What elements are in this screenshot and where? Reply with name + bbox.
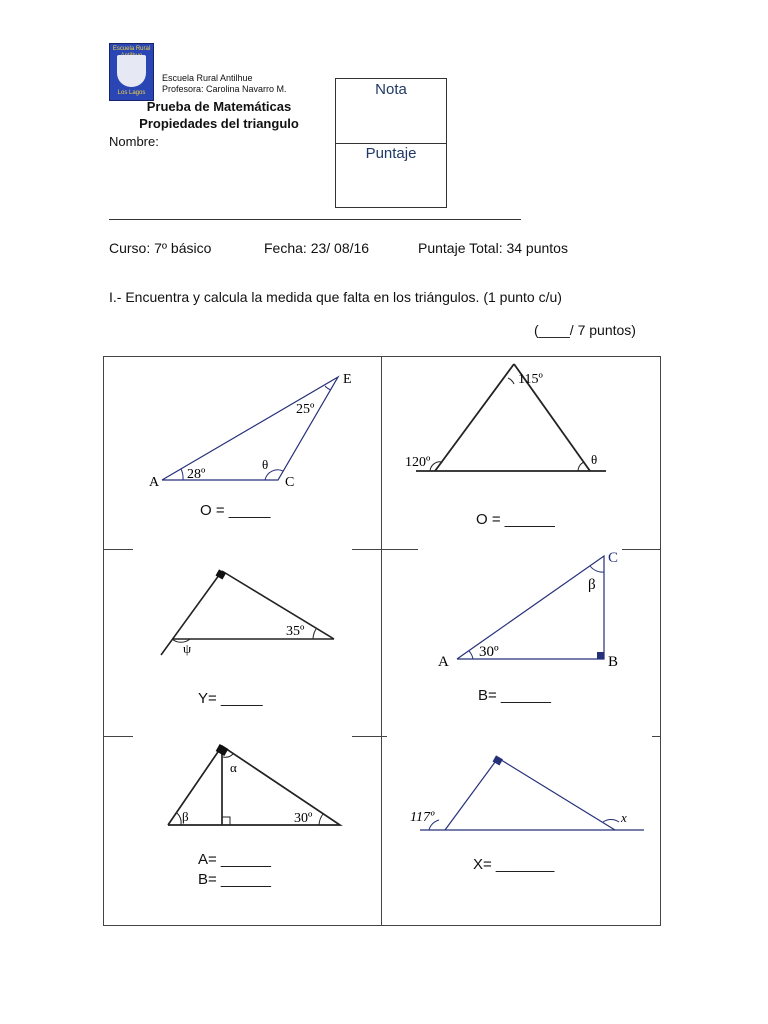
triangle-figure-1 bbox=[145, 368, 365, 493]
angle-label-35: 35º bbox=[286, 624, 305, 639]
school-name: Escuela Rural Antilhue bbox=[162, 73, 253, 83]
school-info bbox=[162, 73, 287, 95]
fecha-label: Fecha: 23/ 08/16 bbox=[264, 240, 370, 256]
angle-arc bbox=[313, 629, 316, 639]
angle-label-117: 117º bbox=[410, 810, 435, 825]
logo-top-text: Escuela Rural bbox=[112, 46, 151, 52]
theta-label: θ bbox=[591, 452, 598, 467]
triangle-6-side bbox=[445, 758, 498, 830]
page-title bbox=[110, 98, 328, 132]
row-divider bbox=[652, 736, 660, 737]
angle-arc bbox=[603, 819, 619, 822]
angle-label-115: 115º bbox=[518, 372, 543, 387]
school-crest-icon bbox=[109, 43, 154, 101]
angle-arc bbox=[177, 813, 181, 825]
triangle-figure-5 bbox=[163, 740, 348, 832]
triangle-figure-3 bbox=[150, 563, 345, 663]
name-label: Nombre: bbox=[109, 134, 159, 149]
psi-label: ψ bbox=[183, 641, 192, 656]
logo-shield bbox=[117, 55, 146, 87]
right-angle-mark bbox=[597, 652, 604, 659]
beta-label: β bbox=[182, 809, 189, 824]
instruction-text: I.- Encuentra y calcula la medida que falta en los triángulos. (1 punto c/u) bbox=[109, 289, 562, 305]
triangle-5-shape bbox=[168, 746, 340, 825]
row-divider bbox=[103, 549, 133, 550]
alpha-label: α bbox=[230, 760, 237, 775]
vertex-label-a: A bbox=[149, 475, 160, 490]
triangle-3-side bbox=[161, 571, 222, 655]
vertex-label-b: B bbox=[608, 654, 619, 670]
angle-arc bbox=[508, 378, 514, 384]
x-label: x bbox=[621, 810, 627, 825]
row-divider bbox=[352, 736, 387, 737]
points-line: (____/ 7 puntos) bbox=[534, 322, 636, 338]
triangle-2-side bbox=[435, 364, 514, 471]
grade-box bbox=[335, 78, 447, 208]
angle-arc bbox=[325, 386, 331, 390]
angle-label-25: 25º bbox=[296, 402, 315, 417]
triangle-6-side bbox=[498, 758, 615, 830]
puntaje-label: Puntaje bbox=[365, 145, 417, 162]
title-line-2: Propiedades del triangulo bbox=[139, 116, 299, 131]
logo-bottom-text: Los Lagos bbox=[117, 90, 146, 96]
angle-label-30: 30º bbox=[294, 811, 313, 826]
vertex-label-e: E bbox=[343, 372, 352, 387]
nota-cell[interactable] bbox=[336, 79, 446, 144]
column-divider bbox=[381, 356, 382, 925]
nota-label: Nota bbox=[375, 81, 407, 98]
puntaje-cell[interactable] bbox=[336, 143, 446, 207]
row-divider bbox=[352, 549, 418, 550]
vertex-label-c: C bbox=[608, 550, 619, 566]
angle-arc bbox=[590, 566, 604, 572]
angle-arc bbox=[181, 469, 183, 480]
answer-1: O = _____ bbox=[200, 502, 271, 519]
theta-label: θ bbox=[262, 457, 269, 472]
triangle-figure-4 bbox=[435, 548, 635, 673]
curso-label: Curso: 7º básico bbox=[109, 240, 212, 256]
angle-label-28: 28º bbox=[187, 467, 206, 482]
angle-arc bbox=[578, 462, 584, 471]
title-line-1: Prueba de Matemáticas bbox=[146, 99, 292, 114]
answer-6: X= _______ bbox=[473, 856, 555, 873]
total-points-label: Puntaje Total: 34 puntos bbox=[418, 240, 568, 256]
vertex-label-c: C bbox=[285, 475, 295, 490]
right-angle-mark bbox=[216, 744, 229, 756]
teacher-name: Profesora: Carolina Navarro M. bbox=[162, 84, 287, 94]
triangle-1-shape bbox=[162, 377, 338, 480]
right-angle-mark bbox=[222, 817, 230, 825]
answer-4: B= ______ bbox=[478, 687, 551, 704]
angle-arc bbox=[319, 814, 323, 825]
name-line bbox=[109, 219, 521, 220]
angle-arc bbox=[469, 651, 473, 659]
angle-label-30: 30º bbox=[479, 644, 499, 660]
answer-2: O = ______ bbox=[476, 511, 555, 528]
triangle-3-side bbox=[222, 571, 334, 639]
angle-label-120: 120º bbox=[405, 455, 431, 470]
triangle-figure-2 bbox=[400, 362, 610, 480]
beta-label: β bbox=[588, 577, 596, 593]
vertex-label-a: A bbox=[438, 654, 449, 670]
answer-5-a: A= ______ bbox=[198, 851, 271, 868]
answer-3: Y= _____ bbox=[198, 690, 263, 707]
triangle-figure-6 bbox=[405, 752, 645, 837]
answer-5-b: B= ______ bbox=[198, 871, 271, 888]
row-divider bbox=[103, 736, 133, 737]
